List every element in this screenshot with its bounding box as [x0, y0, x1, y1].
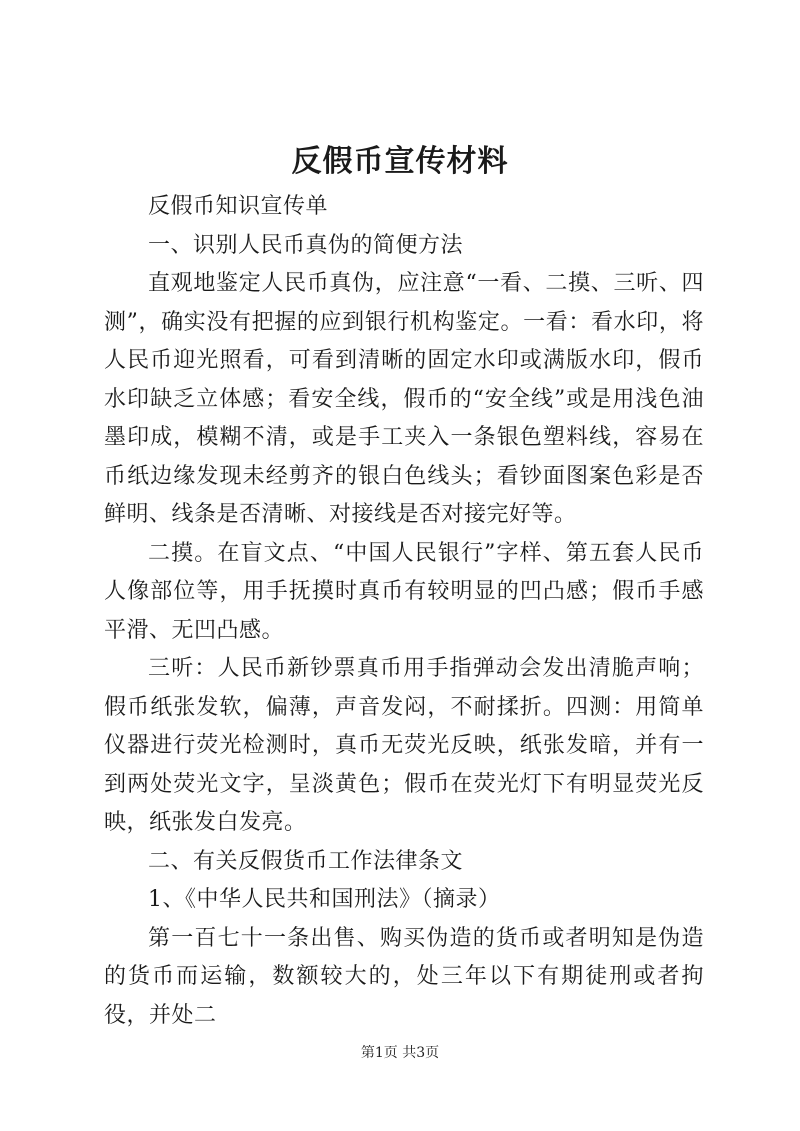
- paragraph-article-171: 第一百七十一条出售、购买伪造的货币或者明知是伪造的货币而运输，数额较大的，处三年以下有期徒刑或者拘役，并处二: [104, 925, 704, 1028]
- paragraph-look-method: 直观地鉴定人民币真伪，应注意“一看、二摸、三听、四测”，确实没有把握的应到银行机构鉴定。一看：看水印，将人民币迎光照看，可看到清晰的固定水印或满版水印，假币水印缺乏立体感；看安全线，假币的“安全线”或是用浅色油墨印成，模糊不清，或是手工夹入一条银色塑料线，容易在币纸边缘发现未经剪齐的银白色线头；看钞面图案色彩是否鲜明、线条是否清晰、对接线是否对接完好等。: [104, 271, 704, 527]
- page-number-footer: 第1页 共3页: [360, 1045, 440, 1061]
- paragraph-touch-method: 二摸。在盲文点、“中国人民银行”字样、第五套人民币人像部位等，用手抚摸时真币有较明显的凹凸感；假币手感平滑、无凹凸感。: [104, 540, 704, 643]
- paragraph-criminal-law-heading: 1、《中华人民共和国刑法》（摘录）: [148, 887, 501, 912]
- paragraph-section-one-heading: 一、识别人民币真伪的简便方法: [148, 232, 464, 258]
- document-title: 反假币宣传材料: [291, 144, 509, 179]
- paragraph-listen-test-method: 三听：人民币新钞票真币用手指弹动会发出清脆声响；假币纸张发软，偏薄，声音发闷，不耐揉折。四测：用简单仪器进行荧光检测时，真币无荧光反映，纸张发暗，并有一到两处荧光文字，呈淡黄色；假币在荧光灯下有明显荧光反映，纸张发白发亮。: [104, 656, 704, 835]
- paragraph-handout-heading: 反假币知识宣传单: [148, 194, 329, 219]
- paragraph-section-two-heading: 二、有关反假货币工作法律条文: [148, 848, 464, 874]
- document-body: [104, 188, 704, 1035]
